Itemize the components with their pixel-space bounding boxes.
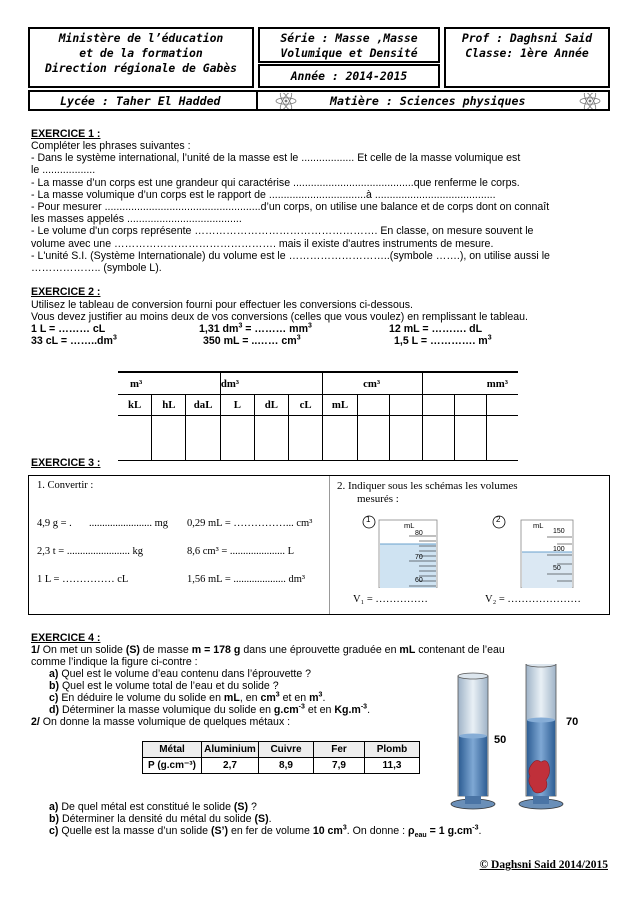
ex1-title: EXERCICE 1 : bbox=[31, 128, 101, 140]
ex1-line: - La masse volumique d’un corps est le rapport de .................................à ......................................... bbox=[31, 188, 496, 201]
ministry-line-3: Direction régionale de Gabès bbox=[44, 61, 238, 75]
ex3-title: EXERCICE 3 : bbox=[31, 457, 101, 469]
ex3-convert-block: 1. Convertir : 4,9 g = . ........................ mg 0,29 mL = ……………... cm³ 2,3 t = ........................ kg 8,6 cm³ = ..................... L 1 L = …………… cL 1,56 mL = .................... dm³ bbox=[37, 480, 313, 585]
table-unit: dL bbox=[254, 395, 288, 416]
ministry-line-1: Ministère de l’éducation bbox=[58, 31, 224, 45]
ex4-question-2b: b) Déterminer la densité du métal du solide (S). bbox=[49, 813, 272, 825]
fig-label-70: 70 bbox=[566, 716, 579, 728]
ex4-question-c: c) En déduire le volume du solide en mL, en $cm^3$ et en $m^3$. bbox=[49, 691, 326, 704]
table-unit: daL bbox=[186, 395, 220, 416]
cylinder-2-mark: 150 bbox=[553, 528, 565, 535]
metal-header: Plomb bbox=[365, 742, 420, 758]
footer-copyright: © Daghsni Said 2014/2015 bbox=[479, 859, 608, 871]
cylinder-2-number: 2 bbox=[496, 515, 501, 524]
ex4-q2: 2/ On donne la masse volumique de quelques métaux : bbox=[31, 716, 291, 728]
cylinder-2-unit: mL bbox=[533, 521, 544, 530]
cylinder-1-answer: V₁ = …………… bbox=[353, 594, 428, 605]
metal-header: Aluminium bbox=[202, 742, 259, 758]
fig-label-50: 50 bbox=[494, 734, 507, 746]
class-line: Classe: 1ère Année bbox=[465, 46, 589, 60]
graduated-cylinders-drawing bbox=[448, 664, 598, 814]
table-empty bbox=[486, 395, 518, 416]
header-serie-box bbox=[258, 27, 440, 63]
matiere-text: Matière : Sciences physiques bbox=[330, 94, 526, 108]
year-text: Année : 2014-2015 bbox=[290, 69, 408, 83]
metal-value: 7,9 bbox=[314, 758, 365, 774]
metal-value: 2,7 bbox=[202, 758, 259, 774]
header-prof-box bbox=[444, 27, 610, 88]
separator-line bbox=[256, 90, 258, 111]
cylinder-1-mark: 70 bbox=[415, 554, 423, 561]
table-top-dm3: dm³ bbox=[220, 372, 322, 395]
ex2-title: EXERCICE 2 : bbox=[31, 286, 101, 298]
metal-value: 11,3 bbox=[365, 758, 420, 774]
ex1-line: le .................. bbox=[31, 164, 96, 177]
metal-rho-label: P (g.cm⁻³) bbox=[143, 758, 202, 774]
ex1-line: volume avec une ………………………………………. mais il existe d'autres instruments de mesure. bbox=[31, 237, 494, 250]
ex4-cylinders-figure bbox=[448, 664, 598, 814]
ex1-line: - Le volume d'un corps représente ……………………………………………. En classe, on mesure souvent le bbox=[31, 225, 534, 238]
table-unit: mL bbox=[323, 395, 358, 416]
table-unit: hL bbox=[152, 395, 186, 416]
ex1-line: les masses appelés ....................................... bbox=[31, 213, 242, 226]
conv-item: 33 cL = $\dots\dots..dm^3$ bbox=[31, 334, 117, 347]
conv-item: 1,31 $dm^3$ = ……… $mm^3$ bbox=[199, 322, 312, 335]
cylinder-2 bbox=[485, 514, 599, 605]
ex4-q1-intro-2: comme l’indique la figure ci-contre : bbox=[31, 656, 198, 668]
ex3-indiquer-block bbox=[337, 480, 518, 506]
table-top-cm3: cm³ bbox=[323, 372, 422, 395]
metal-value: 8,9 bbox=[259, 758, 314, 774]
table-unit: cL bbox=[288, 395, 322, 416]
indiquer-line-2: mesurés : bbox=[357, 493, 399, 505]
indiquer-line-1: 2. Indiquer sous les schémas les volumes bbox=[337, 480, 518, 492]
ex3-divider bbox=[329, 476, 330, 614]
cylinder-1-unit: mL bbox=[404, 521, 415, 530]
ex4-q1-intro: 1/ On met un solide (S) de masse m = 178 g dans une éprouvette graduée en mL contenant de l’eau bbox=[31, 644, 505, 656]
ex4-question-d: d) Déterminer la masse volumique du solide en $g.cm^{-3}$ et en $Kg.m^{-3}$. bbox=[49, 703, 371, 716]
ex1-line: - La masse d’un corps est une grandeur qui caractérise .........................................que renferme le corps. bbox=[31, 176, 520, 189]
conv-item: 12 mL = ………. dL bbox=[389, 323, 483, 335]
table-empty bbox=[357, 395, 389, 416]
ex4-question-b: b) Quel est le volume total de l’eau et du solide ? bbox=[49, 680, 279, 692]
conv-item: 1 L = ……… cL bbox=[31, 323, 106, 335]
ex1-line: - Dans le système international, l’unité de la masse est le .................. Et celle de la masse volumique est bbox=[31, 152, 521, 165]
cylinder-2-mark: 100 bbox=[553, 546, 565, 553]
metal-header: Fer bbox=[314, 742, 365, 758]
serie-line-1: Série : Masse ,Masse bbox=[280, 31, 418, 45]
conv-item: 350 mL = ..…… $cm^3$ bbox=[203, 334, 301, 347]
header-year-box bbox=[258, 64, 440, 88]
table-empty bbox=[422, 395, 454, 416]
ex2-line: Utilisez le tableau de conversion fourni pour effectuer les conversions ci-dessous. bbox=[31, 299, 413, 311]
atom-icon-right bbox=[578, 93, 602, 109]
atom-icon-left bbox=[274, 93, 298, 109]
ex4-title: EXERCICE 4 : bbox=[31, 632, 101, 644]
cylinder-1 bbox=[353, 514, 459, 605]
ex2-body bbox=[31, 299, 528, 323]
ex1-body bbox=[31, 140, 550, 274]
prof-line: Prof : Daghsni Said bbox=[461, 31, 593, 45]
metal-table bbox=[142, 741, 420, 774]
ex4-question-a: a) Quel est le volume d’eau contenu dans l’éprouvette ? bbox=[49, 668, 312, 680]
table-top-m3: m³ bbox=[118, 372, 220, 395]
header-ministry-box bbox=[28, 27, 254, 88]
cylinder-1-mark: 80 bbox=[415, 530, 423, 537]
ministry-line-2: et de la formation bbox=[79, 46, 203, 60]
table-unit: L bbox=[220, 395, 254, 416]
table-top-mm3: mm³ bbox=[422, 372, 518, 395]
ex4-question-2a: a) De quel métal est constitué le solide (S) ? bbox=[49, 801, 257, 813]
lycee-text: Lycée : Taher El Hadded bbox=[60, 94, 221, 108]
metal-header: Cuivre bbox=[259, 742, 314, 758]
ex1-line: - Pour mesurer .....................................................d’un corps, on utilise une balance et de corps dont on connaît bbox=[31, 201, 550, 214]
conv-item: 1,5 L = …………. $m^3$ bbox=[394, 334, 492, 347]
metal-header: Métal bbox=[143, 742, 202, 758]
ex4-question-2c: c) Quelle est la masse d’un solide (S’) en fer de volume 10 $cm^3$. On donne : $\rho_{eau} = 1$ $g.cm^{-3}$. bbox=[49, 824, 482, 840]
ex3-figure bbox=[28, 475, 610, 615]
serie-line-2: Volumique et Densité bbox=[280, 46, 418, 60]
conversion-table bbox=[118, 371, 518, 461]
cylinder-2-answer: V₂ = ………………… bbox=[485, 594, 581, 605]
ex1-line: ……………….. (symbole L). bbox=[31, 262, 162, 275]
convertir-title: 1. Convertir : bbox=[37, 480, 94, 491]
table-empty bbox=[454, 395, 486, 416]
cylinder-1-mark: 60 bbox=[415, 577, 423, 584]
table-unit: kL bbox=[118, 395, 152, 416]
ex1-line: Compléter les phrases suivantes : bbox=[31, 140, 191, 152]
header-bottom-box bbox=[28, 90, 610, 111]
ex2-line: Vous devez justifier au moins deux de vos conversions (celles que vous voulez) en remplissant le tableau. bbox=[31, 311, 528, 324]
table-empty bbox=[390, 395, 422, 416]
ex1-line: - L'unité S.I. (Système Internationale) du volume est le ………………………..(symbole …….), on utilise aussi le bbox=[31, 249, 550, 262]
cylinder-2-mark: 50 bbox=[553, 565, 561, 572]
cylinder-1-number: 1 bbox=[366, 515, 371, 524]
